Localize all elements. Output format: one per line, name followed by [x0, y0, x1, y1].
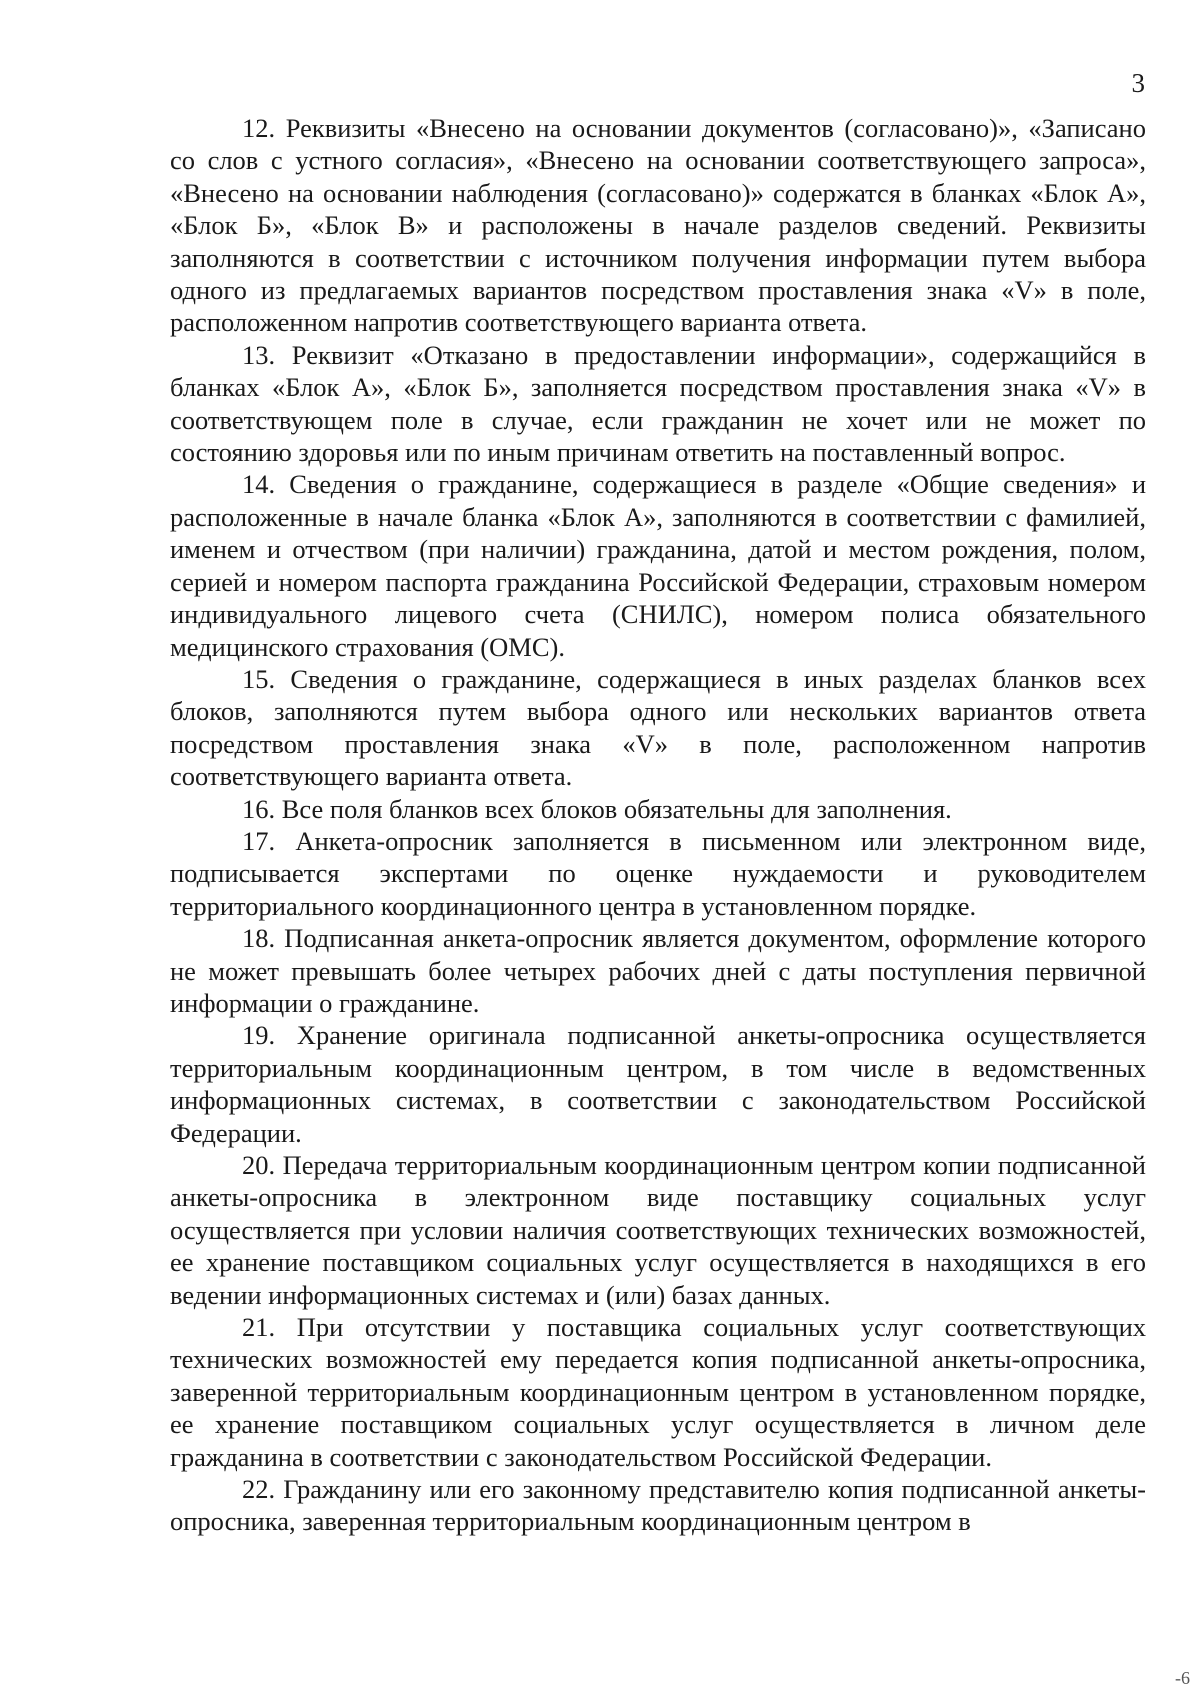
- page-number: 3: [1131, 68, 1145, 98]
- paragraph-21: 21. При отсутствии у поставщика социальных услуг соответствующих технических возможностей ему передается копия подписанной анкеты-опросника, заверенной территориальным координационным центром в установленном порядке, ее хранение поставщиком социальных услуг осуществляется в личном деле гражданина в соответствии с законодательством Российской Федерации.: [170, 1312, 1146, 1472]
- paragraph-14: 14. Сведения о гражданине, содержащиеся в разделе «Общие сведения» и расположенные в начале бланка «Блок А», заполняются в соответствии с фамилией, именем и отчеством (при наличии) гражданина, датой и местом рождения, полом, серией и номером паспорта гражданина Российской Федерации, страховым номером индивидуального лицевого счета (СНИЛС), номером полиса обязательного медицинского страхования (ОМС).: [170, 469, 1146, 662]
- paragraph-15: 15. Сведения о гражданине, содержащиеся в иных разделах бланков всех блоков, заполняются путем выбора одного или нескольких вариантов ответа посредством проставления знака «V» в поле, расположенном напротив соответствующего варианта ответа.: [170, 663, 1146, 792]
- document-body: [170, 112, 1146, 1538]
- paragraph-16: 16. Все поля бланков всех блоков обязательны для заполнения.: [242, 793, 952, 824]
- paragraph-17: 17. Анкета-опросник заполняется в письменном или электронном виде, подписывается экспертами по оценке нуждаемости и руководителем территориального координационного центра в установленном порядке.: [170, 825, 1146, 921]
- paragraph-20: 20. Передача территориальным координационным центром копии подписанной анкеты-опросника в электронном виде поставщику социальных услуг осуществляется при условии наличия соответствующих технических возможностей, ее хранение поставщиком социальных услуг осуществляется в находящихся в его ведении информационных системах и (или) базах данных.: [170, 1150, 1146, 1310]
- paragraph-19: 19. Хранение оригинала подписанной анкеты-опросника осуществляется территориальным координационным центром, в том числе в ведомственных информационных системах, в соответствии с законодательством Российской Федерации.: [170, 1020, 1146, 1148]
- paragraph-13: 13. Реквизит «Отказано в предоставлении информации», содержащийся в бланках «Блок А», «Блок Б», заполняется посредством проставления знака «V» в соответствующем поле в случае, если гражданин не хочет или не может по состоянию здоровья или по иным причинам ответить на поставленный вопрос.: [170, 339, 1146, 468]
- paragraph-18: 18. Подписанная анкета-опросник является документом, оформление которого не может превышать более четырех рабочих дней с даты поступления первичной информации о гражданине.: [170, 923, 1146, 1018]
- paragraph-22: 22. Гражданину или его законному представителю копия подписанной анкеты-опросника, заверенная территориальным координационным центром в: [170, 1474, 1146, 1537]
- paragraph-12: 12. Реквизиты «Внесено на основании документов (согласовано)», «Записано со слов с устного согласия», «Внесено на основании соответствующего запроса», «Внесено на основании наблюдения (согласовано)» содержатся в бланках «Блок А», «Блок Б», «Блок В» и расположены в начале разделов сведений. Реквизиты заполняются в соответствии с источником получения информации путем выбора одного из предлагаемых вариантов посредством проставления знака «V» в поле, расположенном напротив соответствующего варианта ответа.: [170, 113, 1146, 338]
- corner-mark: -6: [1175, 1668, 1190, 1688]
